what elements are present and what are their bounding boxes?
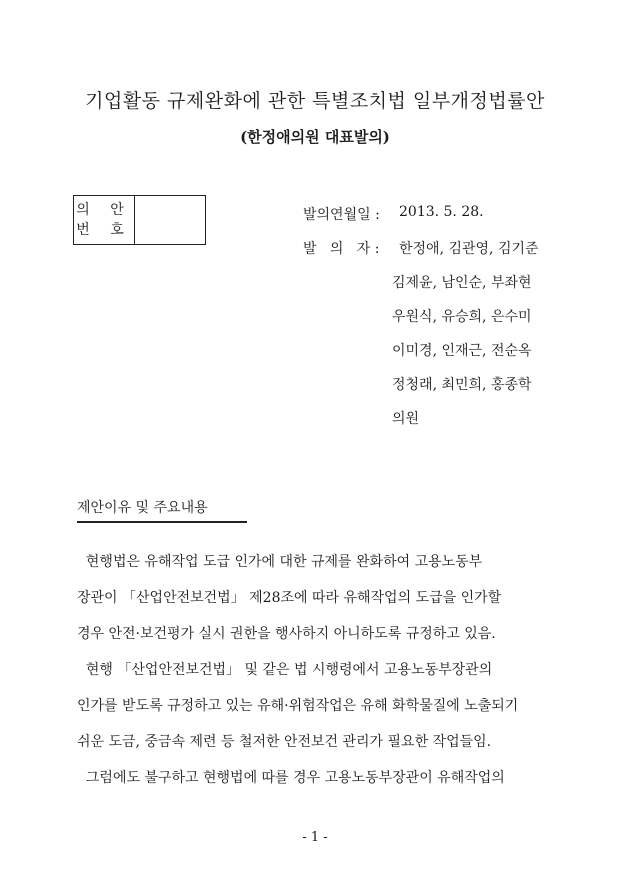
document-subtitle: (한정애의원 대표발의) — [240, 128, 390, 146]
bill-number-label — [74, 196, 135, 244]
bill-number-value — [135, 196, 205, 244]
document-title: 기업활동 규제완화에 관한 특별조치법 일부개정법률안 — [85, 90, 545, 112]
body-line: 경우 안전·보건평가 실시 권한을 행사하지 아니하도록 규정하고 있음. — [77, 626, 496, 642]
body-line: 장관이 「산업안전보건법」 제28조에 따라 유해작업의 도급을 인가할 — [77, 590, 502, 606]
sponsor-line: 의원 — [392, 411, 420, 427]
sponsor-label: 발 의 자 : — [303, 241, 380, 257]
section-heading: 제안이유 및 주요내용 — [77, 497, 247, 523]
body-line: 그럼에도 불구하고 현행법에 따를 경우 고용노동부장관이 유해작업의 — [77, 770, 505, 786]
proposal-date-label: 발의연월일 : — [303, 207, 380, 223]
bill-number-label-line1: 의 안 — [76, 202, 132, 218]
body-line: 현행 「산업안전보건법」 및 같은 법 시행령에서 고용노동부장관의 — [77, 662, 493, 678]
sponsor-line: 우원식, 유승희, 은수미 — [392, 309, 532, 325]
bill-number-label-line2: 번 호 — [76, 222, 132, 238]
sponsor-line: 한정애, 김관영, 김기준 — [399, 241, 539, 257]
body-line: 인가를 받도록 규정하고 있는 유해·위험작업은 유해 화학물질에 노출되기 — [77, 698, 519, 714]
sponsor-line: 이미경, 인재근, 전순옥 — [392, 343, 532, 359]
sponsor-line: 김제윤, 남인순, 부좌현 — [392, 275, 532, 291]
proposal-date-value: 2013. 5. 28. — [399, 204, 484, 220]
body-line: 현행법은 유해작업 도급 인가에 대한 규제를 완화하여 고용노동부 — [77, 554, 483, 570]
page-number: - 1 - — [302, 830, 328, 845]
bill-number-box — [73, 195, 206, 245]
body-line: 쉬운 도금, 중금속 제련 등 철저한 안전보건 관리가 필요한 작업들임. — [77, 734, 492, 750]
sponsor-line: 정청래, 최민희, 홍종학 — [392, 377, 532, 393]
